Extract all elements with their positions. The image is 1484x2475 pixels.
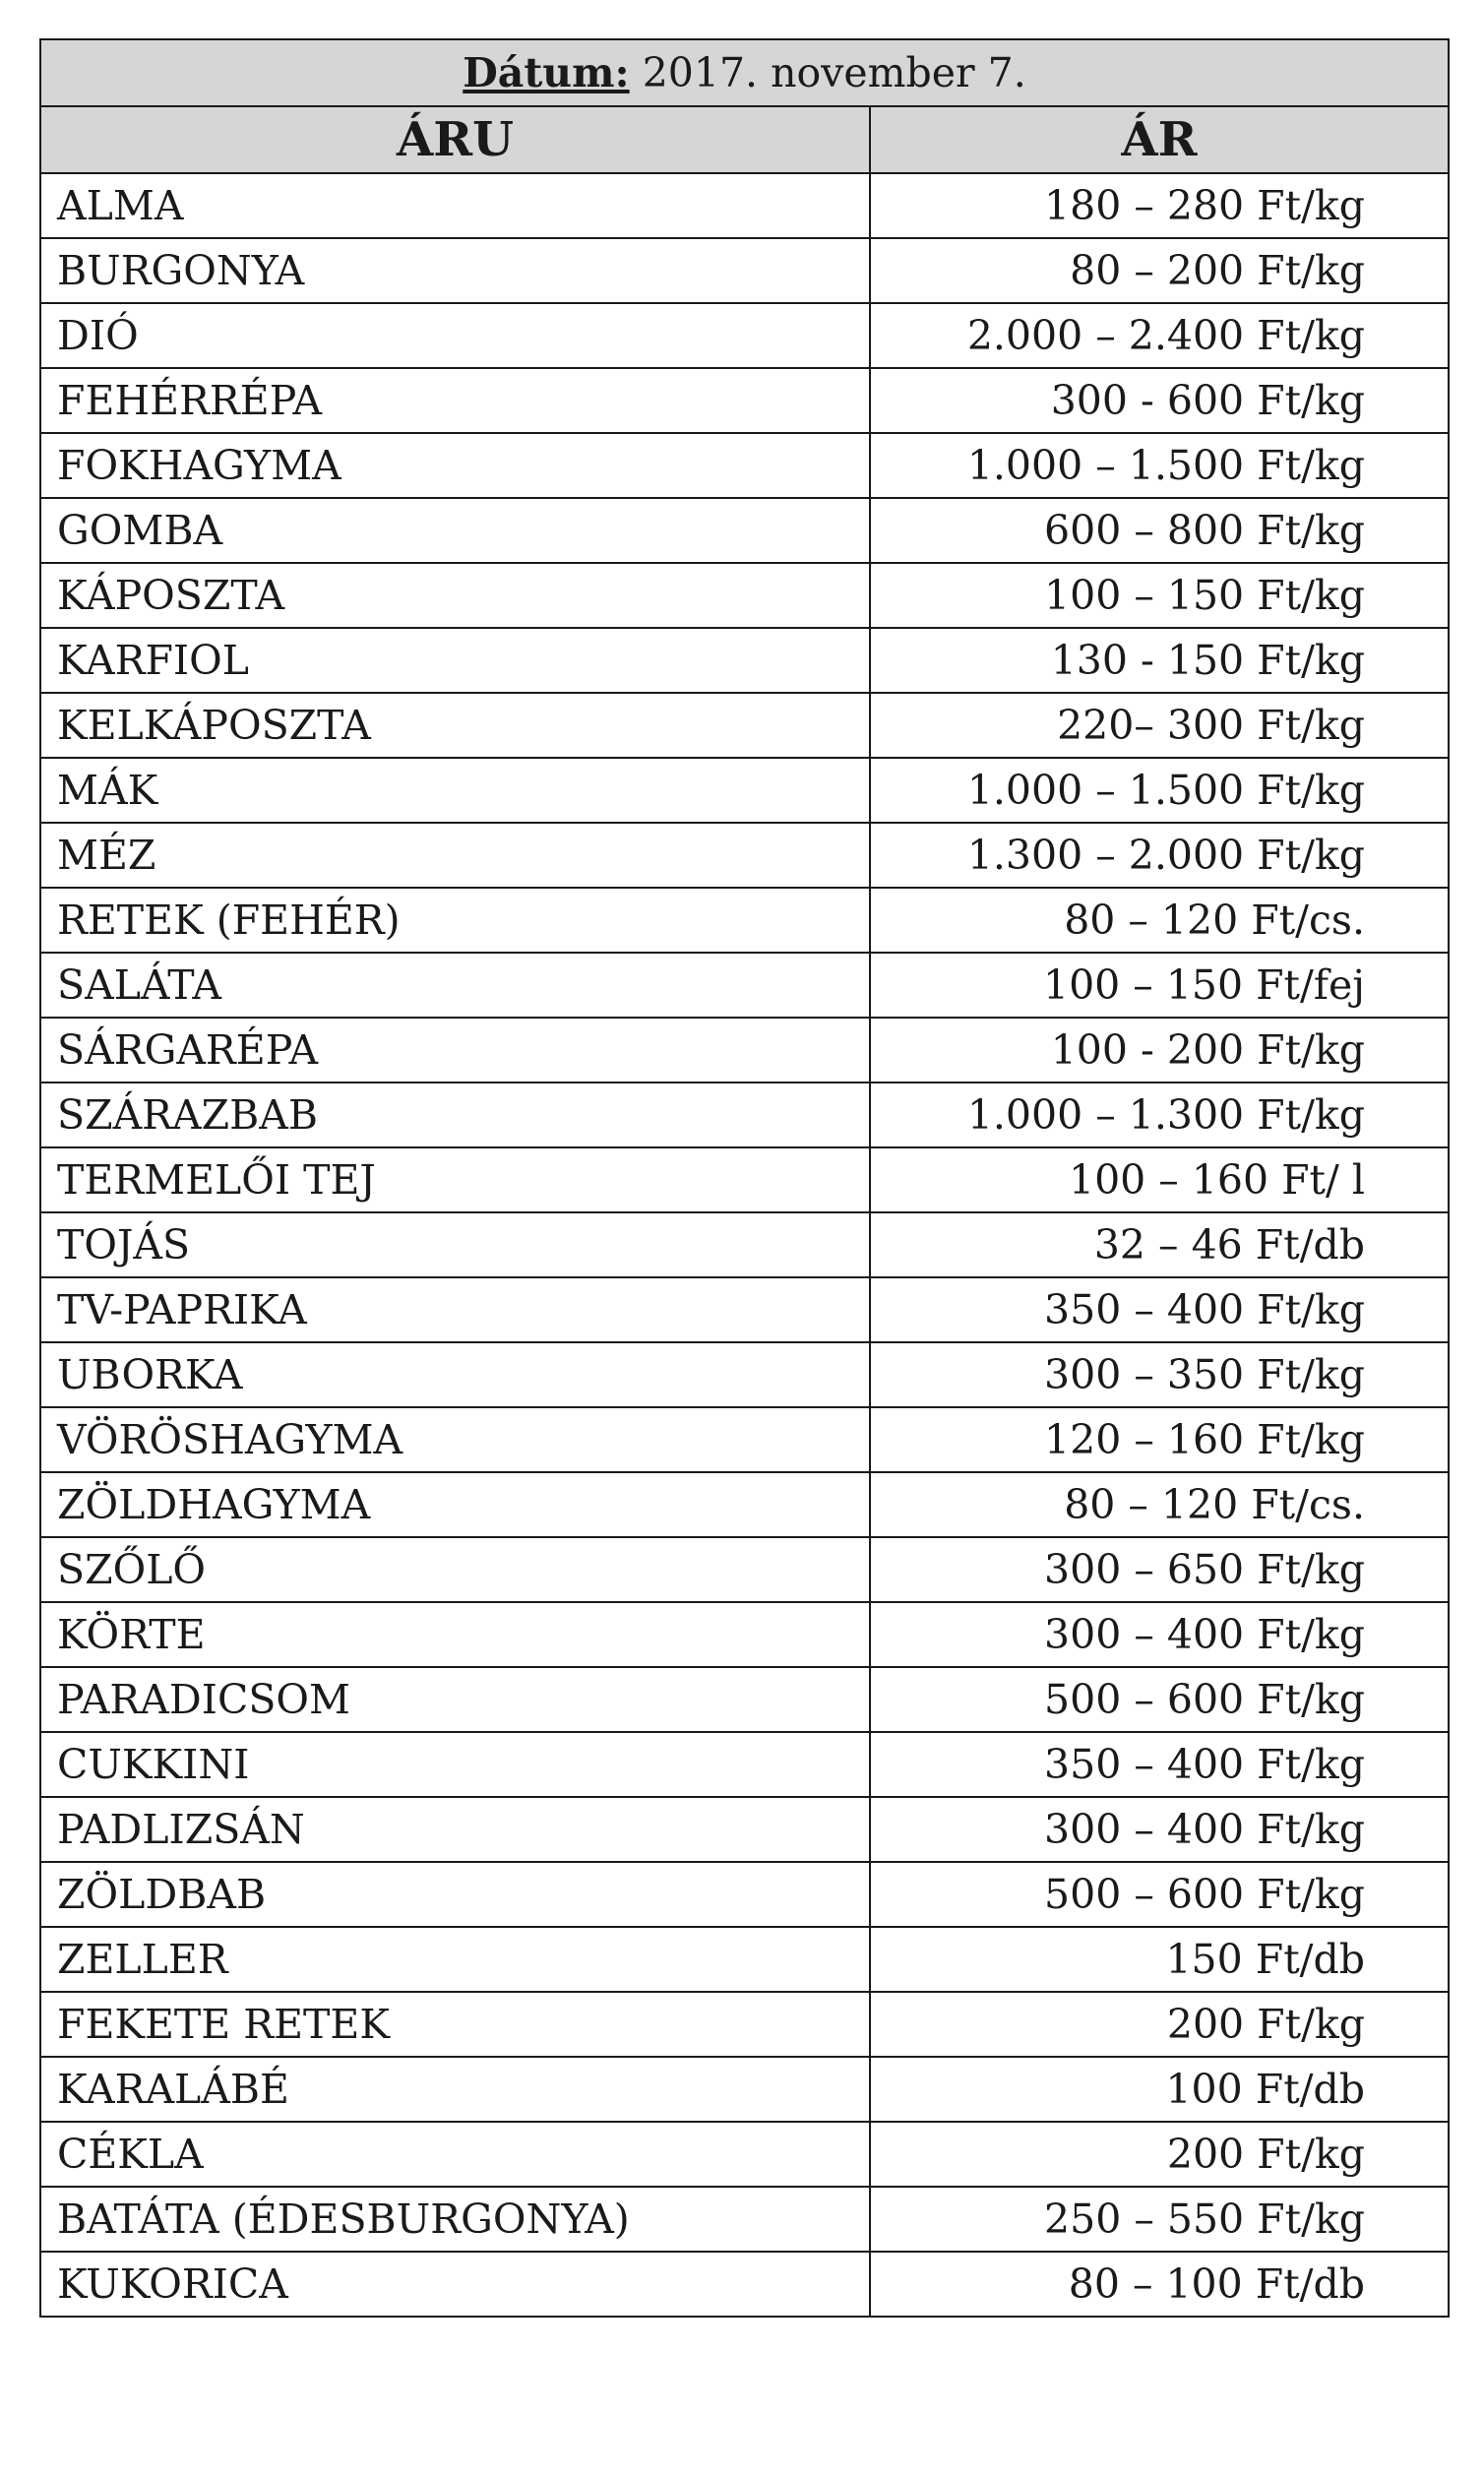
price-table	[39, 38, 1450, 2318]
item-name-cell: PARADICSOM	[40, 1667, 870, 1732]
table-row	[40, 1407, 1449, 1472]
item-name-cell: UBORKA	[40, 1342, 870, 1407]
item-name-cell: FEHÉRRÉPA	[40, 368, 870, 433]
item-price-cell: 300 - 600 Ft/kg	[870, 368, 1449, 433]
item-price-cell: 300 – 650 Ft/kg	[870, 1537, 1449, 1602]
item-name-cell: BURGONYA	[40, 238, 870, 303]
table-row	[40, 1797, 1449, 1862]
item-price-cell: 500 – 600 Ft/kg	[870, 1862, 1449, 1927]
item-name-cell: TOJÁS	[40, 1212, 870, 1277]
date-value: 2017. november 7.	[642, 48, 1026, 96]
item-price-cell: 350 – 400 Ft/kg	[870, 1277, 1449, 1342]
item-price-cell: 120 – 160 Ft/kg	[870, 1407, 1449, 1472]
table-row	[40, 758, 1449, 823]
table-row	[40, 2187, 1449, 2252]
table-row	[40, 498, 1449, 563]
table-row	[40, 173, 1449, 238]
table-row	[40, 433, 1449, 498]
item-price-cell: 1.000 – 1.300 Ft/kg	[870, 1083, 1449, 1147]
item-name-cell: FEKETE RETEK	[40, 1992, 870, 2057]
column-header-row	[40, 106, 1449, 173]
item-price-cell: 130 - 150 Ft/kg	[870, 628, 1449, 693]
item-name-cell: FOKHAGYMA	[40, 433, 870, 498]
table-row	[40, 563, 1449, 628]
table-row	[40, 2252, 1449, 2317]
item-name-cell: KUKORICA	[40, 2252, 870, 2317]
item-name-cell: MÉZ	[40, 823, 870, 888]
table-row	[40, 1342, 1449, 1407]
table-body	[40, 173, 1449, 2317]
table-row	[40, 1212, 1449, 1277]
item-price-cell: 100 Ft/db	[870, 2057, 1449, 2122]
item-name-cell: SZÁRAZBAB	[40, 1083, 870, 1147]
item-price-cell: 300 – 400 Ft/kg	[870, 1602, 1449, 1667]
date-label: Dátum:	[463, 48, 630, 96]
table-row	[40, 2122, 1449, 2187]
table-row	[40, 1862, 1449, 1927]
item-name-cell: ZÖLDHAGYMA	[40, 1472, 870, 1537]
item-name-cell: GOMBA	[40, 498, 870, 563]
table-row	[40, 1537, 1449, 1602]
item-name-cell: KÁPOSZTA	[40, 563, 870, 628]
item-price-cell: 100 – 150 Ft/fej	[870, 953, 1449, 1018]
table-row	[40, 238, 1449, 303]
column-header-item: ÁRU	[40, 106, 870, 173]
table-row	[40, 1602, 1449, 1667]
item-name-cell: KARFIOL	[40, 628, 870, 693]
item-name-cell: SZŐLŐ	[40, 1537, 870, 1602]
item-price-cell: 80 – 120 Ft/cs.	[870, 888, 1449, 953]
item-price-cell: 200 Ft/kg	[870, 1992, 1449, 2057]
item-price-cell: 80 – 100 Ft/db	[870, 2252, 1449, 2317]
item-price-cell: 150 Ft/db	[870, 1927, 1449, 1992]
item-price-cell: 350 – 400 Ft/kg	[870, 1732, 1449, 1797]
item-price-cell: 500 – 600 Ft/kg	[870, 1667, 1449, 1732]
item-name-cell: ALMA	[40, 173, 870, 238]
table-row	[40, 1927, 1449, 1992]
item-price-cell: 100 - 200 Ft/kg	[870, 1018, 1449, 1083]
item-name-cell: KELKÁPOSZTA	[40, 693, 870, 758]
item-price-cell: 600 – 800 Ft/kg	[870, 498, 1449, 563]
table-row	[40, 303, 1449, 368]
item-name-cell: MÁK	[40, 758, 870, 823]
item-name-cell: KÖRTE	[40, 1602, 870, 1667]
table-row	[40, 1472, 1449, 1537]
item-price-cell: 100 – 160 Ft/ l	[870, 1147, 1449, 1212]
item-name-cell: TV-PAPRIKA	[40, 1277, 870, 1342]
item-name-cell: VÖRÖSHAGYMA	[40, 1407, 870, 1472]
table-row	[40, 1992, 1449, 2057]
item-price-cell: 80 – 120 Ft/cs.	[870, 1472, 1449, 1537]
item-price-cell: 220– 300 Ft/kg	[870, 693, 1449, 758]
table-row	[40, 823, 1449, 888]
item-name-cell: ZELLER	[40, 1927, 870, 1992]
table-row	[40, 693, 1449, 758]
item-name-cell: PADLIZSÁN	[40, 1797, 870, 1862]
item-price-cell: 250 – 550 Ft/kg	[870, 2187, 1449, 2252]
item-price-cell: 1.000 – 1.500 Ft/kg	[870, 758, 1449, 823]
item-price-cell: 300 – 350 Ft/kg	[870, 1342, 1449, 1407]
table-row	[40, 2057, 1449, 2122]
item-name-cell: SÁRGARÉPA	[40, 1018, 870, 1083]
item-price-cell: 32 – 46 Ft/db	[870, 1212, 1449, 1277]
item-price-cell: 300 – 400 Ft/kg	[870, 1797, 1449, 1862]
date-cell	[40, 39, 1449, 106]
table-row	[40, 1667, 1449, 1732]
date-row	[40, 39, 1449, 106]
item-name-cell: RETEK (FEHÉR)	[40, 888, 870, 953]
item-price-cell: 180 – 280 Ft/kg	[870, 173, 1449, 238]
item-price-cell: 100 – 150 Ft/kg	[870, 563, 1449, 628]
item-name-cell: ZÖLDBAB	[40, 1862, 870, 1927]
table-row	[40, 1147, 1449, 1212]
item-name-cell: CUKKINI	[40, 1732, 870, 1797]
item-name-cell: BATÁTA (ÉDESBURGONYA)	[40, 2187, 870, 2252]
table-row	[40, 1277, 1449, 1342]
table-row	[40, 953, 1449, 1018]
item-price-cell: 80 – 200 Ft/kg	[870, 238, 1449, 303]
item-name-cell: CÉKLA	[40, 2122, 870, 2187]
item-name-cell: SALÁTA	[40, 953, 870, 1018]
item-price-cell: 200 Ft/kg	[870, 2122, 1449, 2187]
item-price-cell: 2.000 – 2.400 Ft/kg	[870, 303, 1449, 368]
item-price-cell: 1.000 – 1.500 Ft/kg	[870, 433, 1449, 498]
table-row	[40, 628, 1449, 693]
table-row	[40, 1732, 1449, 1797]
item-price-cell: 1.300 – 2.000 Ft/kg	[870, 823, 1449, 888]
table-row	[40, 1083, 1449, 1147]
table-row	[40, 368, 1449, 433]
item-name-cell: DIÓ	[40, 303, 870, 368]
table-row	[40, 1018, 1449, 1083]
column-header-price: ÁR	[870, 106, 1449, 173]
table-row	[40, 888, 1449, 953]
item-name-cell: TERMELŐI TEJ	[40, 1147, 870, 1212]
item-name-cell: KARALÁBÉ	[40, 2057, 870, 2122]
